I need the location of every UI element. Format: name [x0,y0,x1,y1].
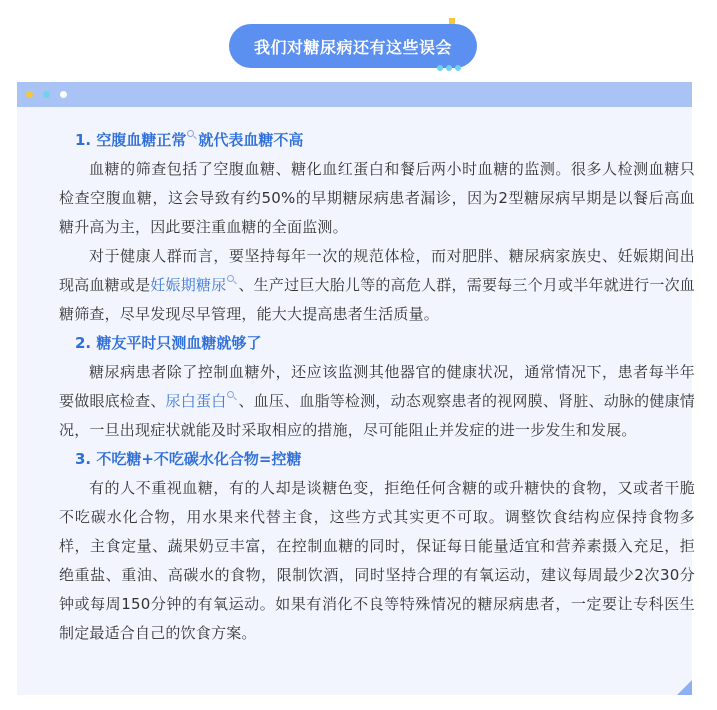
section-3-paragraph-1: 有的人不重视血糖，有的人却是谈糖色变，拒绝任何含糖的或升糖快的食物，又或者干脆不吃碳水化合物，用水果来代替主食，这些方式其实更不可取。调整饮食结构应保持食物多样，主食定量、蔬果奶豆丰富，在控制血糖的同时，保证每日能量适宜和营养素摄入充足，拒绝重盐、重油、高碳水的食物，限制饮酒，同时坚持合理的有氧运动，建议每周最少2次30分钟或每周150分钟的有氧运动。如果有消化不良等特殊情况的糖尿病患者，一定要让专科医生制定最适合自己的饮食方案。 [59,479,695,642]
section-3-heading: 3. 不吃糖+不吃碳水化合物=控糖 [75,450,302,468]
section-1-paragraph-2: 对于健康人群而言，要坚持每年一次的规范体检，而对肥胖、糖尿病家族史、妊娠期间出现高血糖或是妊娠期糖尿 、生产过巨大胎儿等的高危人群，需要每三个月或半年就进行一次血糖筛查，尽早发现尽早管理，能大大提高患者生活质量。 [59,247,696,323]
gestational-diabetes-link[interactable]: 妊娠期糖尿 [150,276,227,294]
article-card [17,82,696,695]
search-icon[interactable] [227,275,234,282]
article-content [59,126,695,648]
section-1-heading: 1. 空腹血糖正常 就代表血糖不高 [75,131,304,149]
bar-dot-yellow [26,91,33,98]
page-title: 我们对糖尿病还有这些误会 [229,24,477,68]
search-icon[interactable] [227,391,234,398]
search-icon[interactable] [187,130,194,137]
bar-dot-white [60,91,67,98]
card-header-bar [17,82,692,107]
decorative-dots [437,65,461,71]
section-2-paragraph-1: 糖尿病患者除了控制血糖外，还应该监测其他器官的健康状况，通常情况下，患者每半年要做眼底检查、尿白蛋白 、血压、血脂等检测，动态观察患者的视网膜、肾脏、动脉的健康情况，一旦出现症状就能及时采取相应的措施，尽可能阻止并发症的进一步发生和发展。 [59,363,696,439]
urine-albumin-link[interactable]: 尿白蛋白 [165,392,227,410]
section-1-paragraph-1: 血糖的筛查包括了空腹血糖、糖化血红蛋白和餐后两小时血糖的监测。很多人检测血糖只检查空腹血糖，这会导致有约50%的早期糖尿病患者漏诊，因为2型糖尿病早期是以餐后高血糖升高为主，因此要注重血糖的全面监测。 [59,160,695,236]
corner-decoration [677,680,692,695]
section-2-heading: 2. 糖友平时只测血糖就够了 [75,334,262,352]
bar-dot-cyan [43,91,50,98]
